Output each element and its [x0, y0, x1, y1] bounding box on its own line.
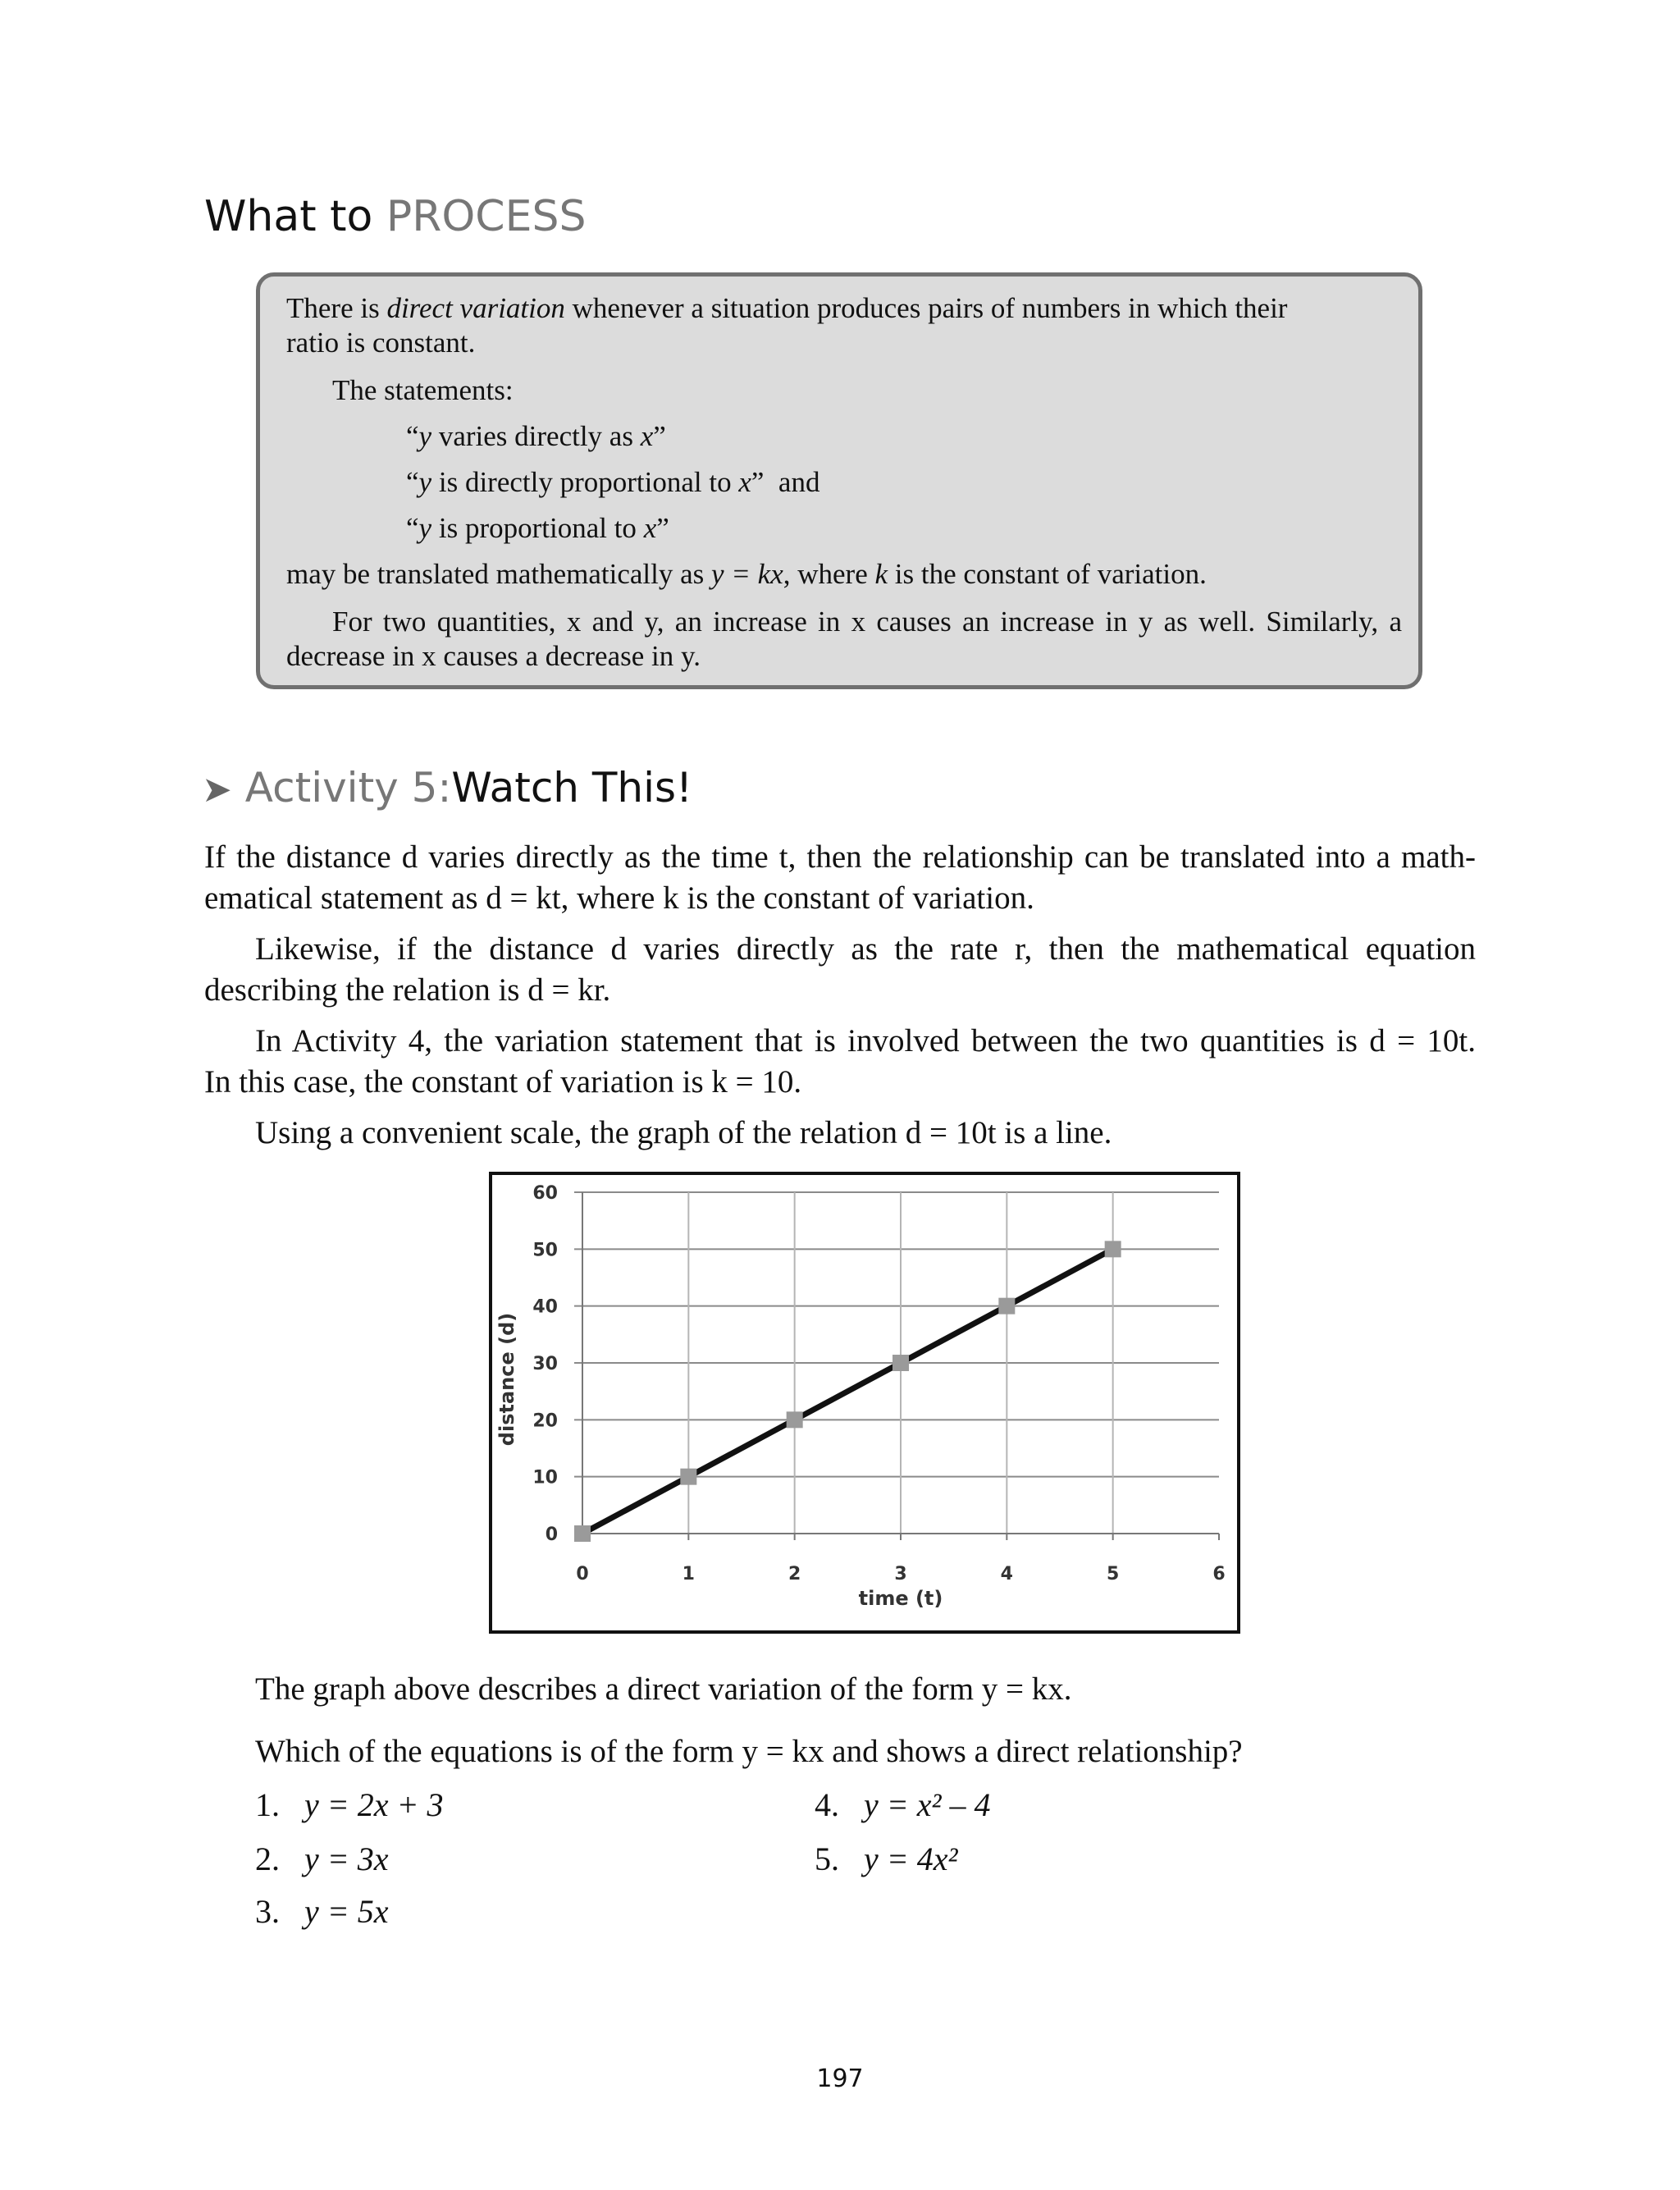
data-point-marker — [680, 1469, 696, 1485]
activity-heading — [202, 764, 693, 812]
distance-time-chart — [492, 1175, 1237, 1630]
definition-text: whenever a situation produces pairs of numbers in which their — [572, 292, 1288, 324]
y-axis-label: distance (d) — [495, 1312, 518, 1447]
question-equation: y = x² – 4 — [864, 1786, 991, 1823]
paragraph-5: The graph above describes a direct variation of the form y = kx. — [255, 1671, 1072, 1707]
definition-text: There is — [286, 292, 380, 324]
statement-3: “y is proportional to x” — [406, 512, 669, 544]
question-equation: y = 5x — [304, 1893, 389, 1930]
question-number: 4. — [815, 1786, 839, 1823]
statement-text: is proportional to — [431, 512, 644, 544]
statements-intro: The statements: — [332, 374, 514, 406]
y-tick-label: 20 — [532, 1410, 558, 1432]
chart-frame — [489, 1172, 1240, 1634]
paragraph-1-line-2: ematical statement as d = kt, where k is the constant of variation. — [204, 880, 1034, 916]
translation-text: , where — [783, 558, 868, 590]
data-point-marker — [998, 1298, 1015, 1314]
question-equation: y = 3x — [304, 1840, 389, 1877]
translation-text: may be translated mathematically as — [286, 558, 705, 590]
x-tick-label: 2 — [788, 1564, 801, 1584]
definition-line-2: ratio is constant. — [286, 327, 476, 359]
paragraph-2-line-2: describing the relation is d = kr. — [204, 972, 611, 1008]
statement-2: “y is directly proportional to x” and — [406, 466, 820, 498]
paragraph-2-line-1: Likewise, if the distance d varies directly as the rate r, then the mathematical equation — [255, 931, 1476, 967]
question-number: 1. — [255, 1786, 280, 1823]
data-point-marker — [787, 1411, 803, 1428]
increase-line: For two quantities, x and y, an increase in x causes an increase in y as well. Similarly, a — [332, 606, 1402, 638]
y-tick-label: 60 — [532, 1183, 558, 1204]
question-5 — [815, 1840, 958, 1877]
definition-box — [256, 272, 1422, 689]
question-2 — [255, 1840, 389, 1877]
question-1 — [255, 1786, 444, 1823]
page-number: 197 — [816, 2064, 864, 2093]
series-line — [582, 1249, 1113, 1534]
statement-var: y — [418, 420, 432, 452]
translation-text: is the constant of variation. — [894, 558, 1207, 590]
section-heading — [204, 192, 587, 241]
statement-var: y — [418, 466, 432, 498]
data-point-marker — [892, 1355, 909, 1371]
statement-var: x — [643, 512, 657, 544]
definition-line-1 — [286, 291, 1402, 327]
decrease-line: decrease in x causes a decrease in y. — [286, 640, 701, 672]
x-tick-label: 1 — [682, 1564, 695, 1584]
question-3 — [255, 1895, 389, 1928]
paragraph-1-line-1: If the distance d varies directly as the time t, then the relationship can be translated into a math- — [204, 839, 1476, 875]
activity-label: Activity 5: — [244, 764, 452, 812]
paragraph-6: Which of the equations is of the form y = kx and shows a direct relationship? — [255, 1734, 1243, 1769]
statement-text: varies directly as — [431, 420, 641, 452]
question-number: 3. — [255, 1893, 280, 1930]
question-equation: y = 2x + 3 — [304, 1786, 444, 1823]
question-4 — [815, 1786, 991, 1823]
x-tick-label: 4 — [1000, 1564, 1013, 1584]
arrow-icon: ➤ — [202, 769, 232, 811]
statement-tail: and — [778, 466, 820, 498]
section-title-main: What to — [204, 192, 373, 241]
question-equation: y = 4x² — [864, 1840, 958, 1877]
data-point-marker — [1105, 1241, 1121, 1257]
paragraph-3-line-1: In Activity 4, the variation statement that is involved between the two quantities is d = 10t. — [255, 1023, 1476, 1058]
x-tick-label: 5 — [1107, 1564, 1120, 1584]
definition-term: direct variation — [386, 292, 565, 324]
y-tick-label: 10 — [532, 1467, 558, 1488]
statement-1: “y varies directly as x” — [406, 420, 666, 452]
x-tick-label: 0 — [576, 1564, 589, 1584]
data-point-marker — [574, 1525, 591, 1542]
paragraph-3-line-2: In this case, the constant of variation is k = 10. — [204, 1064, 802, 1100]
question-number: 2. — [255, 1840, 280, 1877]
statement-var: x — [738, 466, 751, 498]
paragraph-4: Using a convenient scale, the graph of the relation d = 10t is a line. — [255, 1115, 1112, 1150]
statement-text: is directly proportional to — [431, 466, 739, 498]
y-tick-label: 50 — [532, 1240, 558, 1261]
y-tick-label: 0 — [545, 1525, 558, 1545]
x-tick-label: 3 — [894, 1564, 907, 1584]
question-number: 5. — [815, 1840, 839, 1877]
statement-var: x — [640, 420, 654, 452]
x-tick-label: 6 — [1212, 1564, 1226, 1584]
y-tick-label: 40 — [532, 1296, 558, 1318]
x-axis-label: time (t) — [858, 1587, 943, 1610]
section-title-accent: PROCESS — [386, 192, 587, 241]
activity-title: Watch This! — [451, 764, 693, 812]
translation-equation: y = kx — [711, 558, 783, 590]
translation-line — [286, 557, 1207, 592]
statement-var: y — [418, 512, 432, 544]
y-tick-label: 30 — [532, 1354, 558, 1374]
translation-var: k — [874, 558, 888, 590]
